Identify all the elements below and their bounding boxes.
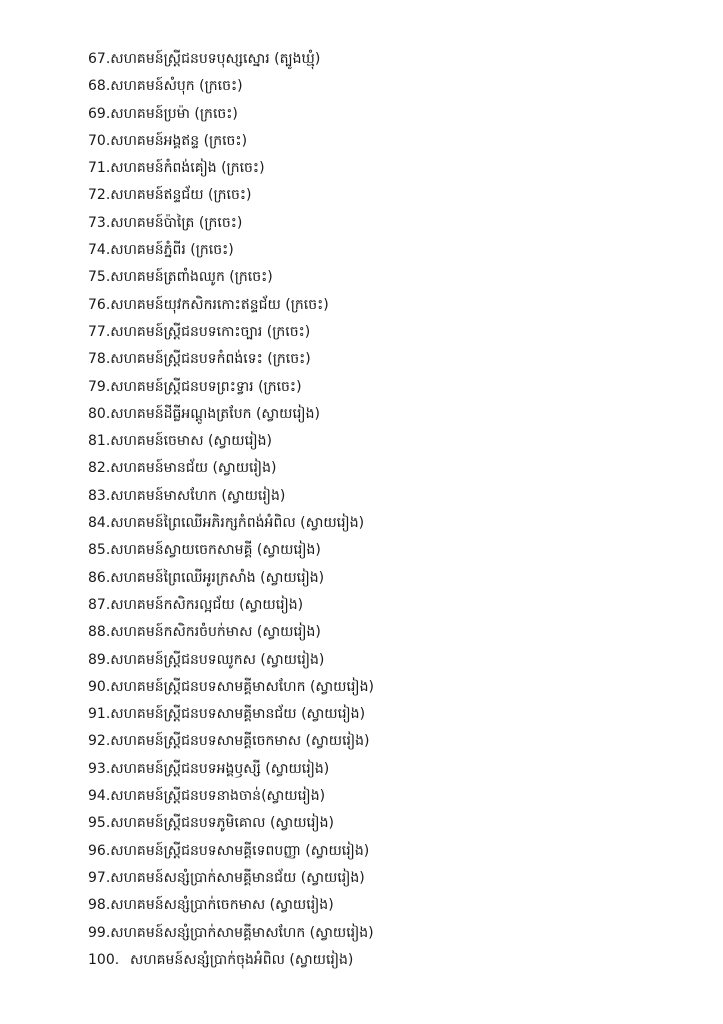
item-number: 93. xyxy=(88,760,111,777)
item-text: សហគមន៍កំពង់គៀង (ក្រចេះ) xyxy=(110,160,265,177)
list-item xyxy=(88,920,688,947)
item-text: សហគមន៍ព្រៃឈើអូរក្រសាំង (ស្វាយរៀង) xyxy=(110,569,325,586)
list-item xyxy=(88,264,688,291)
item-text: សហគមន៍មានជ័យ (ស្វាយរៀង) xyxy=(110,460,277,477)
list-item xyxy=(88,182,688,209)
item-text: សហគមន៍ស្ត្រីជនបទសាមគ្គីទេពបញ្ញា (ស្វាយរៀង) xyxy=(110,842,370,859)
item-number: 77. xyxy=(88,323,111,340)
item-number: 89. xyxy=(88,651,111,668)
item-text: សហគមន៍ប៉ាត្រៃ (ក្រចេះ) xyxy=(110,214,243,231)
list-item xyxy=(88,210,688,237)
item-text: សហគមន៍ស្ត្រីជនបទឈូកស (ស្វាយរៀង) xyxy=(110,651,325,668)
item-number: 70. xyxy=(88,132,111,149)
list-item xyxy=(88,565,688,592)
item-text: សហគមន៍សន្សំប្រាក់សាមគ្គីមាសហែក (ស្វាយរៀង) xyxy=(110,924,374,941)
item-text: សហគមន៍ស្ត្រីជនបទអង្គឫស្សី (ស្វាយរៀង) xyxy=(110,760,330,777)
item-number: 98. xyxy=(88,897,111,914)
item-number: 69. xyxy=(88,105,111,122)
item-number: 88. xyxy=(88,624,111,641)
item-text: សហគមន៍ស្ត្រីជនបទសាមគ្គីមានជ័យ (ស្វាយរៀង) xyxy=(110,706,366,723)
item-number: 75. xyxy=(88,269,111,286)
list-item xyxy=(88,619,688,646)
item-number: 81. xyxy=(88,433,111,450)
item-number: 74. xyxy=(88,242,111,259)
item-number: 90. xyxy=(88,678,111,695)
item-text: សហគមន៍ស្វាយចេកសាមគ្គី (ស្វាយរៀង) xyxy=(110,542,321,559)
item-text: សហគមន៍ត្រពាំងឈូក (ក្រចេះ) xyxy=(110,269,273,286)
item-text: សហគមន៍យុវកសិករកោះឥន្ទជ័យ (ក្រចេះ) xyxy=(110,296,329,313)
item-number: 86. xyxy=(88,569,111,586)
list-item xyxy=(88,155,688,182)
item-text: សហគមន៍ស្ត្រីជនបទសាមគ្គីមាសហែក (ស្វាយរៀង) xyxy=(110,678,374,695)
item-text: សហគមន៍សន្សំប្រាក់សាមគ្គីមានជ័យ (ស្វាយរៀង) xyxy=(110,869,365,886)
item-text: សហគមន៍អង្គឥន្ទ (ក្រចេះ) xyxy=(110,132,248,149)
list-item xyxy=(88,510,688,537)
item-number: 94. xyxy=(88,788,111,805)
list-item xyxy=(88,728,688,755)
list-item xyxy=(88,374,688,401)
item-text: សហគមន៍ស្ត្រីជនបទកំពង់ទេះ (ក្រចេះ) xyxy=(110,351,311,368)
list-item xyxy=(88,428,688,455)
item-number: 83. xyxy=(88,487,111,504)
item-text: សហគមន៍ស្ត្រីជនបទភូមិគោល (ស្វាយរៀង) xyxy=(110,815,334,832)
item-number: 91. xyxy=(88,706,111,723)
item-text: សហគមន៍ចេមាស (ស្វាយរៀង) xyxy=(110,433,272,450)
list-item xyxy=(88,947,688,974)
item-number: 87. xyxy=(88,596,111,613)
item-text: សហគមន៍ប្រម៉ា (ក្រចេះ) xyxy=(110,105,238,122)
list-item xyxy=(88,674,688,701)
item-text: សហគមន៍ស្ត្រីជនបទសាមគ្គីចេកមាស (ស្វាយរៀង) xyxy=(110,733,370,750)
list-item xyxy=(88,73,688,100)
list-item xyxy=(88,319,688,346)
item-text: សហគមន៍សន្សំប្រាក់ចុងអំពិល (ស្វាយរៀង) xyxy=(130,951,354,968)
list-item xyxy=(88,483,688,510)
item-number: 76. xyxy=(88,296,111,313)
item-number: 92. xyxy=(88,733,111,750)
item-text: សហគមន៍ស្ត្រីជនបទបុស្សស្នោរ (ត្បូងឃ្មុំ) xyxy=(110,51,321,67)
item-text: សហគមន៍ឥន្ទជ័យ (ក្រចេះ) xyxy=(110,187,252,204)
community-list xyxy=(88,46,688,974)
list-item xyxy=(88,292,688,319)
item-number: 84. xyxy=(88,515,111,532)
list-item xyxy=(88,346,688,373)
list-item xyxy=(88,756,688,783)
list-item xyxy=(88,237,688,264)
item-number: 97. xyxy=(88,869,111,886)
list-item xyxy=(88,455,688,482)
item-text: សហគមន៍សន្សំប្រាក់ចេកមាស (ស្វាយរៀង) xyxy=(110,897,334,914)
item-number: 71. xyxy=(88,160,111,177)
item-text: សហគមន៍ស្ត្រីជនបទព្រះទ្វារ (ក្រចេះ) xyxy=(110,378,302,395)
item-text: សហគមន៍ភ្នំពីរ (ក្រចេះ) xyxy=(110,242,234,259)
item-text: សហគមន៍សំបុក (ក្រចេះ) xyxy=(110,78,243,95)
list-item xyxy=(88,647,688,674)
item-number: 96. xyxy=(88,842,111,859)
item-number: 79. xyxy=(88,378,111,395)
item-number: 73. xyxy=(88,214,111,231)
item-text: សហគមន៍ព្រៃឈើអភិរក្សកំពង់អំពិល (ស្វាយរៀង) xyxy=(110,515,365,532)
item-number: 100. xyxy=(88,951,120,968)
item-text: សហគមន៍ដីធ្លីអណ្តូងត្របែក (ស្វាយរៀង) xyxy=(110,405,320,422)
item-text: សហគមន៍កសិករចំបក់មាស (ស្វាយរៀង) xyxy=(110,624,321,641)
item-number: 78. xyxy=(88,351,111,368)
item-number: 80. xyxy=(88,405,111,422)
item-text: សហគមន៍ស្ត្រីជនបទនាងចាន់(ស្វាយរៀង) xyxy=(110,788,326,805)
list-item xyxy=(88,46,688,73)
list-item xyxy=(88,701,688,728)
item-number: 82. xyxy=(88,460,111,477)
item-number: 99. xyxy=(88,924,111,941)
item-number: 72. xyxy=(88,187,111,204)
list-item xyxy=(88,537,688,564)
list-item xyxy=(88,810,688,837)
list-item xyxy=(88,592,688,619)
item-text: សហគមន៍កសិករល្អជ័យ (ស្វាយរៀង) xyxy=(110,596,304,613)
list-item xyxy=(88,865,688,892)
list-item xyxy=(88,838,688,865)
list-item xyxy=(88,128,688,155)
item-number: 85. xyxy=(88,542,111,559)
list-item xyxy=(88,892,688,919)
item-number: 95. xyxy=(88,815,111,832)
item-text: សហគមន៍ស្ត្រីជនបទកោះច្បារ (ក្រចេះ) xyxy=(110,323,311,340)
item-text: សហគមន៍មាសហែក (ស្វាយរៀង) xyxy=(110,487,286,504)
list-item xyxy=(88,783,688,810)
item-number: 67. xyxy=(88,51,111,67)
list-item xyxy=(88,401,688,428)
item-number: 68. xyxy=(88,78,111,95)
list-item xyxy=(88,101,688,128)
